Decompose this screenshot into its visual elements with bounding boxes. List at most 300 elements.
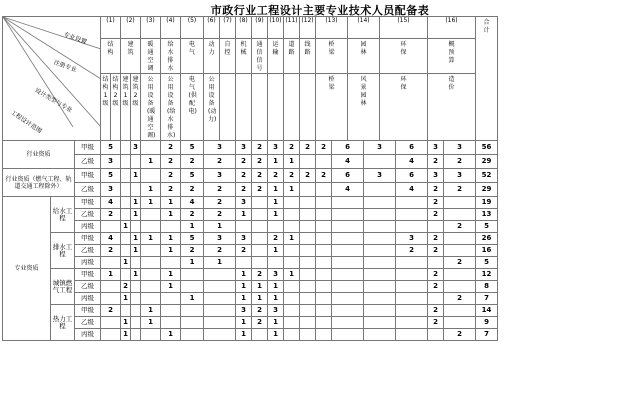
column-name-1 [101,39,121,74]
registration-14 [348,74,380,141]
value-cell: 1 [141,305,161,317]
value-cell [252,221,268,233]
registration-label: 风景园林 [360,76,367,107]
value-cell: 1 [131,233,141,245]
column-number: (6) [207,17,216,24]
registration-7 [220,74,236,141]
value-cell [181,269,204,281]
value-cell: 2 [428,317,444,329]
value-cell [141,269,161,281]
value-cell: 3 [236,197,252,209]
value-cell: 1 [121,293,131,305]
column-name-12 [300,39,316,74]
value-cell: 2 [444,257,476,269]
column-header-6 [204,17,220,39]
grade-label: 乙级 [75,245,101,257]
registration-label: 公用设备(动力) [208,76,217,123]
value-cell [316,221,332,233]
value-cell: 3 [428,169,444,183]
value-cell [181,281,204,293]
column-number: (1) [106,17,115,24]
value-cell: 6 [332,141,364,155]
value-cell [300,155,316,169]
value-cell: 2 [444,329,476,341]
value-cell: 2 [268,233,284,245]
value-cell: 1 [121,329,131,341]
column-number: (14) [357,17,370,24]
column-name-15 [380,39,428,74]
grade-label: 乙级 [75,209,101,221]
column-header-16 [428,17,476,39]
column-header-10 [268,17,284,39]
value-cell: 2 [300,169,316,183]
value-cell: 2 [181,155,204,169]
value-cell: 2 [428,209,444,221]
value-cell [428,221,444,233]
value-cell [236,257,252,269]
value-cell: 2 [428,245,444,257]
value-cell [284,293,300,305]
value-cell: 1 [268,183,284,197]
value-cell: 1 [141,197,161,209]
value-cell: 2 [252,141,268,155]
registration-label: 桥梁 [328,76,335,91]
value-cell [181,329,204,341]
value-cell [316,209,332,221]
value-cell: 2 [252,183,268,197]
subgroup-label: 城镇燃气工程 [51,269,75,305]
corner-label-low1: 设计类型与专业 [33,87,74,115]
value-cell [300,197,316,209]
column-name-6 [204,39,220,74]
discipline-name: 桥梁 [328,41,335,56]
value-cell [101,317,121,329]
value-cell: 3 [101,155,121,169]
discipline-name: 机械 [240,41,247,56]
discipline-name: 概预算 [448,41,455,64]
value-cell: 3 [444,141,476,155]
value-cell: 2 [101,209,121,221]
registration-label: 造价 [448,76,455,91]
value-cell: 1 [268,209,284,221]
value-cell [141,209,161,221]
value-cell: 1 [161,233,181,245]
value-cell [284,329,300,341]
value-cell: 1 [121,317,131,329]
value-cell [161,305,181,317]
value-cell: 1 [236,269,252,281]
value-cell: 1 [236,293,252,305]
value-cell: 1 [141,317,161,329]
value-cell: 1 [236,329,252,341]
value-cell [316,329,332,341]
value-cell: 1 [204,221,236,233]
value-cell [332,329,364,341]
registration-11 [284,74,300,141]
value-cell [316,317,332,329]
registration-12 [300,74,316,141]
value-cell [396,209,428,221]
value-cell: 1 [121,257,131,269]
value-cell [332,281,364,293]
value-cell [181,317,204,329]
value-cell [332,221,364,233]
value-cell: 6 [396,141,428,155]
value-cell [252,233,268,245]
value-cell: 3 [364,169,396,183]
value-cell [316,197,332,209]
registration-label: 公用设备(给水排水) [167,76,176,139]
value-cell: 1 [131,269,141,281]
grade-label: 乙级 [75,183,101,197]
row-total: 13 [476,209,498,221]
value-cell [396,221,428,233]
column-name-5 [181,39,204,74]
value-cell: 1 [236,281,252,293]
value-cell: 2 [252,169,268,183]
value-cell [121,197,131,209]
value-cell: 1 [268,155,284,169]
value-cell [284,281,300,293]
value-cell [300,245,316,257]
discipline-name: 自控 [224,41,231,56]
value-cell: 3 [444,169,476,183]
value-cell: 2 [268,169,284,183]
value-cell [300,293,316,305]
value-cell [252,197,268,209]
row-group-label: 专业资质 [3,197,51,341]
value-cell: 5 [181,233,204,245]
registration-2-2 [131,74,141,141]
value-cell [101,221,121,233]
value-cell: 1 [161,329,181,341]
grade-label: 甲级 [75,169,101,183]
value-cell: 6 [332,169,364,183]
column-number: (5) [187,17,197,24]
value-cell: 2 [204,183,236,197]
value-cell: 1 [141,233,161,245]
value-cell [101,257,121,269]
grade-label: 甲级 [75,233,101,245]
discipline-name: 园林 [360,41,367,56]
column-name-9 [252,39,268,74]
page-title: 市政行业工程设计主要专业技术人员配备表 [210,4,430,17]
value-cell: 2 [428,281,444,293]
registration-label: 结构2级 [112,76,119,107]
value-cell: 1 [181,221,204,233]
value-cell [284,221,300,233]
value-cell: 4 [101,233,121,245]
value-cell: 2 [181,245,204,257]
value-cell: 1 [161,245,181,257]
column-header-7 [220,17,236,39]
column-name-13 [316,39,348,74]
column-header-5 [181,17,204,39]
value-cell: 5 [101,169,121,183]
value-cell [300,221,316,233]
value-cell [300,329,316,341]
value-cell: 3 [236,305,252,317]
value-cell [121,141,131,155]
value-cell [141,281,161,293]
value-cell [396,317,428,329]
registration-label: 公用设备(暖通空调) [147,76,156,139]
value-cell [316,257,332,269]
value-cell: 2 [236,169,252,183]
registration-9 [252,74,268,141]
value-cell: 3 [268,305,284,317]
value-cell [364,245,396,257]
value-cell: 2 [428,269,444,281]
total-header [476,17,498,141]
corner-label-low2: 工程设计范围 [9,109,43,135]
registration-15 [380,74,428,141]
value-cell: 6 [396,169,428,183]
value-cell: 2 [252,317,268,329]
value-cell: 3 [101,183,121,197]
value-cell [204,317,236,329]
value-cell: 2 [316,169,332,183]
value-cell: 2 [428,197,444,209]
grade-label: 甲级 [75,305,101,317]
value-cell: 2 [444,183,476,197]
row-total: 7 [476,329,498,341]
registration-label: 建筑1级 [122,76,129,107]
value-cell [364,329,396,341]
value-cell: 4 [396,155,428,169]
row-total: 19 [476,197,498,209]
column-number: (9) [255,17,264,24]
value-cell: 3 [131,141,141,155]
column-header-14 [348,17,380,39]
value-cell [121,169,131,183]
value-cell: 1 [121,221,131,233]
value-cell [364,209,396,221]
grade-label: 乙级 [75,155,101,169]
value-cell: 1 [268,329,284,341]
value-cell [141,141,161,155]
value-cell [300,269,316,281]
row-total: 29 [476,155,498,169]
value-cell: 2 [101,305,121,317]
column-header-3 [141,17,161,39]
value-cell [181,305,204,317]
grade-label: 甲级 [75,269,101,281]
row-total: 9 [476,317,498,329]
value-cell: 2 [252,155,268,169]
value-cell: 2 [181,209,204,221]
value-cell: 3 [204,141,236,155]
row-total: 26 [476,233,498,245]
value-cell [131,305,141,317]
row-total: 5 [476,221,498,233]
value-cell [444,305,476,317]
value-cell: 2 [121,281,131,293]
value-cell [131,221,141,233]
grade-label: 乙级 [75,281,101,293]
column-number: (4) [166,17,175,24]
value-cell: 1 [284,233,300,245]
discipline-name: 线路 [304,41,311,56]
value-cell: 2 [161,141,181,155]
value-cell [300,209,316,221]
value-cell [268,221,284,233]
column-name-16 [428,39,476,74]
value-cell: 4 [181,197,204,209]
value-cell [396,269,428,281]
value-cell [300,317,316,329]
value-cell: 2 [252,305,268,317]
column-number: (10) [269,17,282,24]
row-total: 14 [476,305,498,317]
grade-label: 丙级 [75,329,101,341]
row-total: 8 [476,281,498,293]
total-label: 合计 [483,19,490,34]
value-cell: 1 [268,197,284,209]
value-cell: 1 [161,197,181,209]
value-cell [131,281,141,293]
subgroup-label: 排水工程 [51,233,75,269]
row-group-label: 行业资质 [3,141,75,169]
value-cell [428,329,444,341]
value-cell [131,183,141,197]
value-cell: 2 [284,169,300,183]
registration-2-1 [121,74,131,141]
value-cell [300,233,316,245]
value-cell: 2 [428,233,444,245]
grade-label: 丙级 [75,293,101,305]
value-cell [396,293,428,305]
value-cell [316,183,332,197]
value-cell [396,329,428,341]
value-cell [161,221,181,233]
row-group-label: 行业资质（燃气工程、轨道交通工程除外） [3,169,75,197]
grade-label: 乙级 [75,317,101,329]
value-cell [121,269,131,281]
value-cell: 2 [428,305,444,317]
value-cell: 1 [236,317,252,329]
discipline-name: 环保 [400,41,407,56]
value-cell: 2 [300,141,316,155]
value-cell [428,257,444,269]
value-cell [204,329,236,341]
value-cell [141,293,161,305]
value-cell [121,233,131,245]
value-cell: 2 [236,245,252,257]
value-cell: 5 [181,169,204,183]
value-cell: 4 [332,155,364,169]
corner-label-mid: 注册专业 [52,59,78,74]
staffing-table [2,16,498,341]
value-cell [428,293,444,305]
value-cell [444,317,476,329]
value-cell [364,155,396,169]
value-cell [316,269,332,281]
value-cell [332,245,364,257]
column-header-8 [236,17,252,39]
registration-1-2 [111,74,121,141]
value-cell: 3 [364,141,396,155]
value-cell: 2 [204,209,236,221]
value-cell: 1 [181,257,204,269]
value-cell: 1 [268,281,284,293]
value-cell [101,293,121,305]
column-name-7 [220,39,236,74]
row-total: 56 [476,141,498,155]
column-number: (8) [239,17,248,24]
discipline-name: 通信信号 [256,41,263,72]
registration-3 [141,74,161,141]
value-cell [121,245,131,257]
column-name-14 [348,39,380,74]
value-cell: 1 [131,245,141,257]
column-header-2 [121,17,141,39]
value-cell: 3 [204,233,236,245]
value-cell [284,305,300,317]
value-cell [332,257,364,269]
value-cell: 2 [101,245,121,257]
column-number: (12) [301,17,314,24]
value-cell [332,317,364,329]
value-cell: 1 [204,257,236,269]
value-cell: 1 [268,317,284,329]
value-cell [396,257,428,269]
value-cell [316,245,332,257]
value-cell [121,305,131,317]
column-header-4 [161,17,181,39]
value-cell: 1 [268,293,284,305]
value-cell [101,329,121,341]
value-cell: 1 [252,281,268,293]
column-header-13 [316,17,348,39]
value-cell: 2 [444,221,476,233]
column-number: (2) [126,17,135,24]
value-cell [396,197,428,209]
column-number: (16) [445,17,458,24]
value-cell: 2 [161,155,181,169]
registration-label: 环保 [400,76,407,91]
value-cell [444,233,476,245]
value-cell [236,221,252,233]
row-total: 7 [476,293,498,305]
value-cell: 3 [268,269,284,281]
value-cell [444,281,476,293]
value-cell: 1 [141,155,161,169]
value-cell [364,281,396,293]
value-cell [444,245,476,257]
value-cell [268,257,284,269]
value-cell [300,281,316,293]
value-cell [300,305,316,317]
value-cell: 1 [284,155,300,169]
value-cell [204,281,236,293]
value-cell [364,257,396,269]
value-cell [316,281,332,293]
value-cell [332,269,364,281]
value-cell [101,281,121,293]
value-cell: 5 [181,141,204,155]
discipline-name: 给水排水 [167,41,174,72]
value-cell: 2 [204,197,236,209]
value-cell: 1 [161,269,181,281]
registration-5 [181,74,204,141]
registration-16 [428,74,476,141]
value-cell: 3 [428,141,444,155]
value-cell [284,257,300,269]
column-header-12 [300,17,316,39]
discipline-name: 动力 [208,41,215,56]
discipline-name: 电气 [188,41,195,56]
